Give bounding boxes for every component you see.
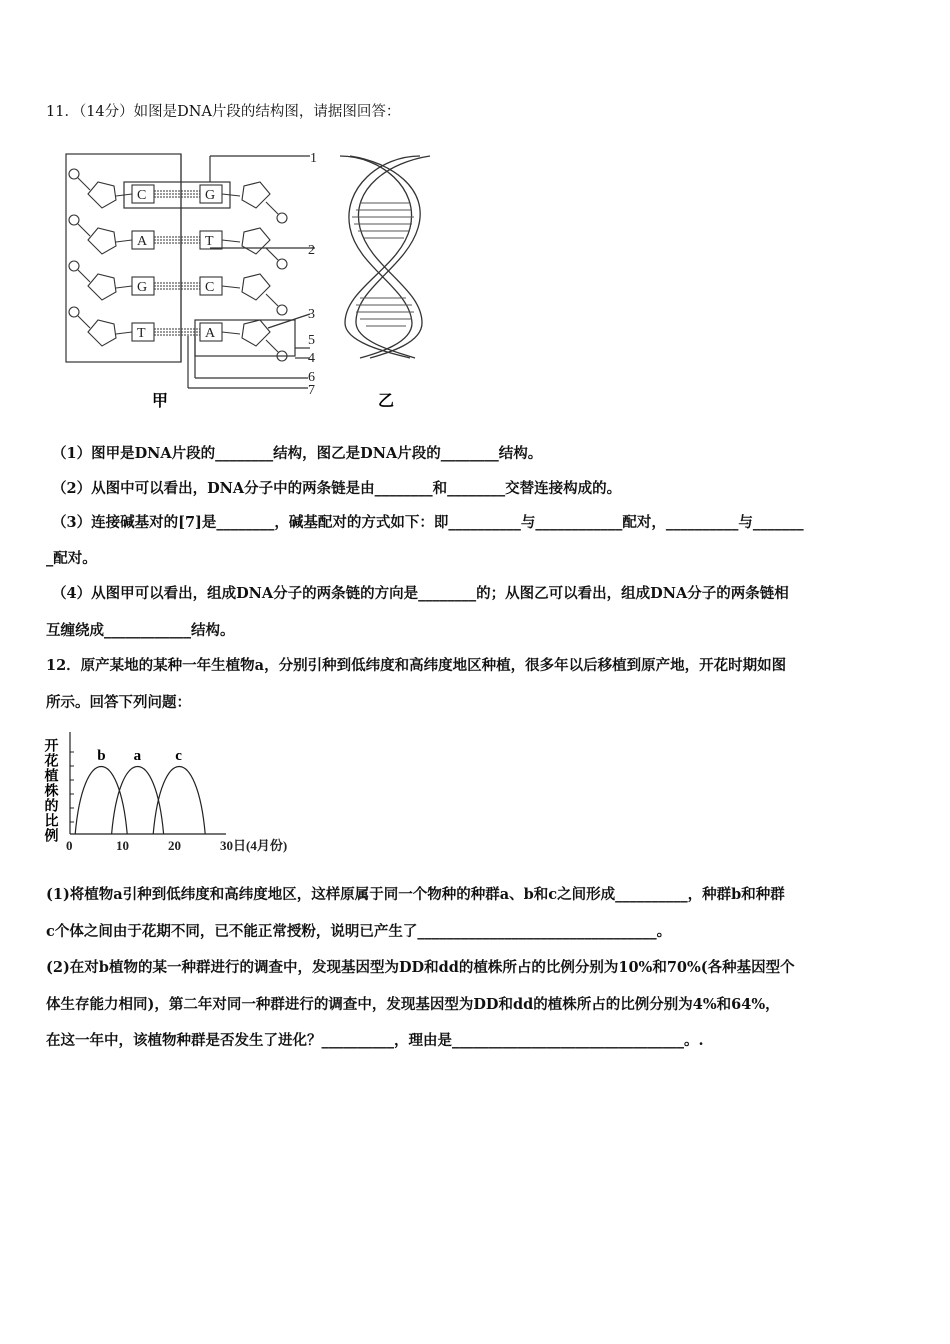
q11-sub4-line2: 互缠绕成____________结构。: [46, 622, 235, 639]
series-label-a: a: [133, 748, 142, 764]
base-left-2: G: [137, 280, 148, 295]
marker-3: 3: [308, 307, 315, 322]
q11-header: 11．（14分）如图是DNA片段的结构图，请据图回答：: [46, 104, 401, 120]
q11-sub3-line1: （3）连接碱基对的[7]是________，碱基配对的方式如下：即__________与____________配对，__________与_______: [52, 514, 804, 531]
marker-5: 5: [308, 333, 315, 348]
base-right-0: G: [205, 188, 216, 203]
base-right-2: C: [205, 280, 215, 295]
q11-sub2: （2）从图中可以看出，DNA分子中的两条链是由________和________交替连接构成的。: [52, 480, 622, 497]
q12-part1-line1: (1)将植物a引种到低纬度和高纬度地区，这样原属于同一个物种的种群a、b和c之间形成__________，种群b和种群: [46, 886, 785, 903]
series-curve-b: [75, 767, 127, 835]
marker-4: 4: [308, 351, 315, 366]
x-tick-label: 10: [116, 838, 129, 853]
base-left-1: A: [137, 234, 148, 249]
base-right-3: A: [205, 326, 216, 341]
q12-header-line1: 12．原产某地的某种一年生植物a，分别引种到低纬度和高纬度地区种植，很多年以后移植到原产地，开花时期如图: [46, 657, 787, 674]
chart-y-label: 开花植株的比例: [42, 738, 58, 843]
marker-2: 2: [308, 243, 315, 258]
q12-part1-line2: c个体之间由于花期不同，已不能正常授粉，说明已产生了_________________________________。: [46, 923, 672, 940]
double-helix: [340, 156, 430, 358]
x-tick-label: 0: [66, 838, 73, 853]
series-curve-a: [112, 767, 164, 835]
series-label-b: b: [97, 748, 106, 764]
base-left-0: C: [137, 188, 147, 203]
marker-7: 7: [308, 383, 315, 398]
series-curve-c: [153, 767, 205, 835]
q12-part2-line1: (2)在对b植物的某一种群进行的调查中，发现基因型为DD和dd的植株所占的比例分别为10%和70%(各种基因型个: [46, 959, 795, 976]
jia-label: 甲: [152, 393, 169, 410]
x-tick-label: 20: [168, 838, 181, 853]
marker-6: 6: [308, 370, 315, 385]
x-tick-label: 30日(4月份): [220, 838, 288, 853]
q11-sub1: （1）图甲是DNA片段的________结构，图乙是DNA片段的________结构。: [52, 445, 543, 462]
q11-sub3-line2: _配对。: [46, 550, 97, 567]
flowering-chart: [42, 724, 288, 860]
q12-header-line2: 所示。回答下列问题：: [46, 694, 191, 711]
q12-part2-line2: 体生存能力相同)，第二年对同一种群进行的调查中，发现基因型为DD和dd的植株所占的比例分别为4%和64%，: [46, 996, 780, 1013]
dna-structure-figure: [60, 148, 440, 418]
base-left-3: T: [137, 326, 146, 341]
marker-1: 1: [310, 151, 317, 166]
q11-sub4-line1: （4）从图甲可以看出，组成DNA分子的两条链的方向是________的；从图乙可以看出，组成DNA分子的两条链相: [52, 585, 789, 602]
q12-part2-line3: 在这一年中，该植物种群是否发生了进化？__________，理由是________________________________。.: [46, 1032, 704, 1049]
series-label-c: c: [175, 748, 182, 764]
yi-label: 乙: [378, 393, 395, 410]
base-right-1: T: [205, 234, 214, 249]
